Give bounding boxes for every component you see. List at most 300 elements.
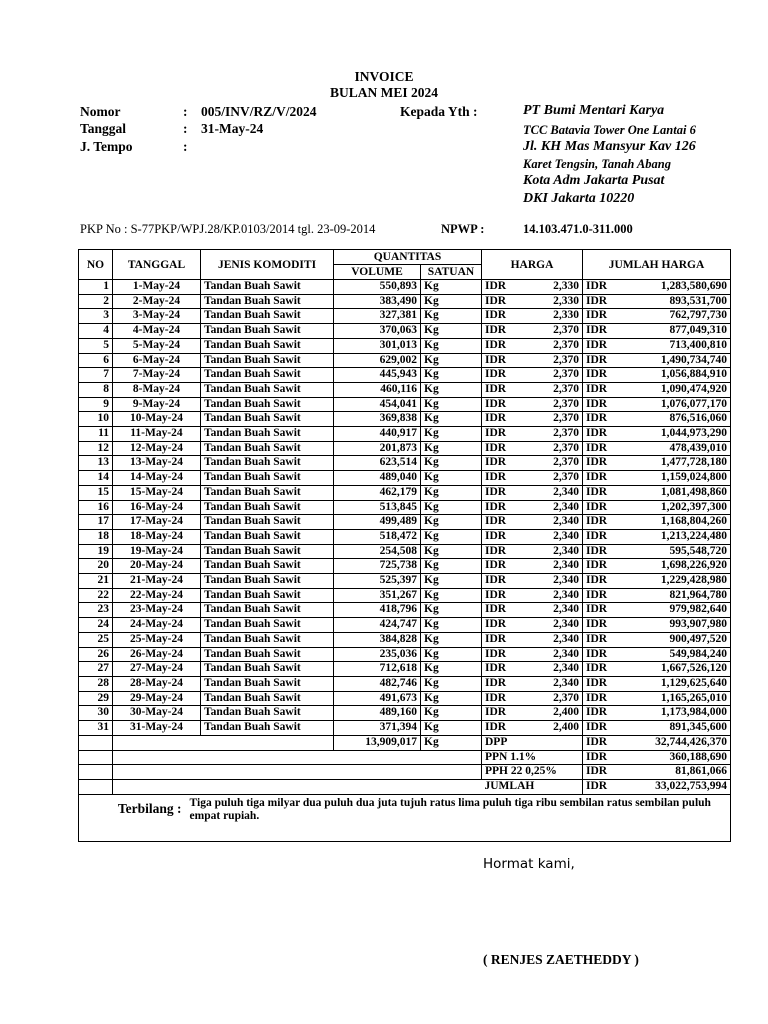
currency: IDR (485, 706, 507, 719)
row-jumlah: 1,129,625,640 (660, 676, 727, 689)
row-no: 13 (79, 456, 113, 471)
row-harga: 2,340 (553, 544, 579, 557)
row-tanggal: 13-May-24 (113, 456, 201, 471)
currency: IDR (485, 515, 507, 528)
row-no: 10 (79, 412, 113, 427)
row-volume: 301,013 (334, 338, 421, 353)
table-row (79, 294, 731, 309)
row-satuan: Kg (421, 412, 482, 427)
terbilang-label: Terbilang : (117, 800, 182, 816)
row-satuan: Kg (421, 721, 482, 736)
row-volume: 499,489 (334, 515, 421, 530)
row-volume: 489,040 (334, 471, 421, 486)
currency: IDR (485, 441, 507, 454)
currency: IDR (586, 309, 608, 322)
row-jenis: Tandan Buah Sawit (201, 324, 334, 339)
header-quantitas: QUANTITAS (334, 250, 482, 265)
row-jumlah: 1,202,397,300 (660, 500, 727, 513)
row-jenis: Tandan Buah Sawit (201, 515, 334, 530)
currency: IDR (485, 485, 507, 498)
row-no: 15 (79, 485, 113, 500)
row-jumlah: 1,213,224,480 (660, 529, 727, 542)
row-tanggal: 6-May-24 (113, 353, 201, 368)
row-tanggal: 22-May-24 (113, 588, 201, 603)
currency: IDR (485, 397, 507, 410)
row-volume: 424,747 (334, 618, 421, 633)
row-jenis: Tandan Buah Sawit (201, 574, 334, 589)
table-row (79, 280, 731, 295)
row-harga: 2,370 (553, 338, 579, 351)
header-no: NO (79, 250, 113, 280)
dpp-value: 32,744,426,370 (655, 735, 727, 748)
table-row (79, 676, 731, 691)
invoice-period: BULAN MEI 2024 (329, 85, 438, 100)
row-jenis: Tandan Buah Sawit (201, 294, 334, 309)
currency: IDR (485, 618, 507, 631)
row-tanggal: 16-May-24 (113, 500, 201, 515)
row-no: 28 (79, 676, 113, 691)
ppn-label: PPN 1.1% (482, 750, 583, 765)
row-jenis: Tandan Buah Sawit (201, 397, 334, 412)
currency: IDR (586, 338, 608, 351)
ppn-value: 360,188,690 (669, 750, 727, 763)
row-volume: 518,472 (334, 529, 421, 544)
row-no: 23 (79, 603, 113, 618)
row-harga: 2,340 (553, 588, 579, 601)
row-jenis: Tandan Buah Sawit (201, 721, 334, 736)
row-satuan: Kg (421, 427, 482, 442)
row-volume: 371,394 (334, 721, 421, 736)
pkp-number: PKP No : S-77PKP/WPJ.28/KP.0103/2014 tgl. 23-09-2014 (80, 222, 376, 236)
table-row (79, 603, 731, 618)
row-no: 1 (79, 280, 113, 295)
row-volume: 351,267 (334, 588, 421, 603)
currency: IDR (485, 471, 507, 484)
tempo-label: J. Tempo (80, 139, 133, 154)
row-jenis: Tandan Buah Sawit (201, 353, 334, 368)
currency: IDR (485, 603, 507, 616)
row-jumlah: 1,056,884,910 (660, 368, 727, 381)
header-satuan: SATUAN (421, 265, 482, 280)
table-row (79, 618, 731, 633)
row-jenis: Tandan Buah Sawit (201, 559, 334, 574)
row-volume: 454,041 (334, 397, 421, 412)
currency: IDR (586, 765, 608, 778)
row-satuan: Kg (421, 544, 482, 559)
row-no: 18 (79, 529, 113, 544)
currency: IDR (586, 603, 608, 616)
row-jumlah: 1,229,428,980 (660, 574, 727, 587)
row-satuan: Kg (421, 618, 482, 633)
table-row (79, 338, 731, 353)
total-satuan: Kg (421, 735, 482, 750)
tanggal-value: 31-May-24 (201, 121, 264, 136)
row-no: 26 (79, 647, 113, 662)
currency: IDR (586, 382, 608, 395)
table-body (79, 280, 731, 736)
table-row (79, 632, 731, 647)
currency: IDR (586, 471, 608, 484)
row-no: 5 (79, 338, 113, 353)
currency: IDR (485, 338, 507, 351)
row-harga: 2,370 (553, 441, 579, 454)
row-tanggal: 2-May-24 (113, 294, 201, 309)
row-volume: 725,738 (334, 559, 421, 574)
row-satuan: Kg (421, 368, 482, 383)
table-row (79, 471, 731, 486)
currency: IDR (586, 397, 608, 410)
row-tanggal: 31-May-24 (113, 721, 201, 736)
row-harga: 2,340 (553, 618, 579, 631)
currency: IDR (485, 676, 507, 689)
row-tanggal: 5-May-24 (113, 338, 201, 353)
row-jumlah: 821,964,780 (669, 588, 727, 601)
row-volume: 712,618 (334, 662, 421, 677)
row-tanggal: 18-May-24 (113, 529, 201, 544)
row-jumlah: 877,049,310 (669, 324, 727, 337)
row-harga: 2,400 (553, 706, 579, 719)
row-satuan: Kg (421, 324, 482, 339)
row-satuan: Kg (421, 471, 482, 486)
currency: IDR (485, 294, 507, 307)
row-volume: 201,873 (334, 441, 421, 456)
row-satuan: Kg (421, 456, 482, 471)
currency: IDR (586, 706, 608, 719)
table-row (79, 309, 731, 324)
row-harga: 2,330 (553, 309, 579, 322)
row-harga: 2,340 (553, 632, 579, 645)
row-jumlah: 1,477,728,180 (660, 456, 727, 469)
row-jumlah: 1,081,498,860 (660, 485, 727, 498)
table-row (79, 544, 731, 559)
currency: IDR (586, 353, 608, 366)
row-harga: 2,340 (553, 529, 579, 542)
npwp-value: 14.103.471.0-311.000 (523, 222, 633, 236)
row-satuan: Kg (421, 662, 482, 677)
row-jumlah: 762,797,730 (669, 309, 727, 322)
row-jenis: Tandan Buah Sawit (201, 309, 334, 324)
row-jumlah: 549,984,240 (669, 647, 727, 660)
table-row (79, 559, 731, 574)
row-no: 2 (79, 294, 113, 309)
row-satuan: Kg (421, 588, 482, 603)
row-volume: 491,673 (334, 691, 421, 706)
row-volume: 462,179 (334, 485, 421, 500)
row-tanggal: 26-May-24 (113, 647, 201, 662)
row-harga: 2,400 (553, 721, 579, 734)
pph-row (79, 765, 731, 780)
invoice-table (78, 249, 731, 842)
table-row (79, 456, 731, 471)
currency: IDR (485, 382, 507, 395)
row-satuan: Kg (421, 632, 482, 647)
row-tanggal: 27-May-24 (113, 662, 201, 677)
currency: IDR (586, 368, 608, 381)
row-jenis: Tandan Buah Sawit (201, 485, 334, 500)
row-tanggal: 7-May-24 (113, 368, 201, 383)
row-satuan: Kg (421, 515, 482, 530)
row-tanggal: 19-May-24 (113, 544, 201, 559)
row-satuan: Kg (421, 706, 482, 721)
pph-value: 81,861,066 (675, 765, 727, 778)
currency: IDR (485, 544, 507, 557)
currency: IDR (485, 662, 507, 675)
row-volume: 623,514 (334, 456, 421, 471)
row-satuan: Kg (421, 691, 482, 706)
header-volume: VOLUME (334, 265, 421, 280)
table-row (79, 515, 731, 530)
tanggal-colon: : (183, 121, 188, 136)
currency: IDR (485, 412, 507, 425)
currency: IDR (586, 574, 608, 587)
table-row (79, 647, 731, 662)
row-volume: 482,746 (334, 676, 421, 691)
table-row (79, 706, 731, 721)
row-tanggal: 12-May-24 (113, 441, 201, 456)
currency: IDR (586, 632, 608, 645)
row-satuan: Kg (421, 280, 482, 295)
row-tanggal: 15-May-24 (113, 485, 201, 500)
row-volume: 235,036 (334, 647, 421, 662)
dpp-label: DPP (482, 735, 583, 750)
row-no: 8 (79, 382, 113, 397)
row-satuan: Kg (421, 603, 482, 618)
row-tanggal: 11-May-24 (113, 427, 201, 442)
row-no: 4 (79, 324, 113, 339)
currency: IDR (485, 721, 507, 734)
row-satuan: Kg (421, 647, 482, 662)
currency: IDR (586, 412, 608, 425)
row-volume: 513,845 (334, 500, 421, 515)
row-satuan: Kg (421, 529, 482, 544)
currency: IDR (485, 559, 507, 572)
row-tanggal: 10-May-24 (113, 412, 201, 427)
row-harga: 2,370 (553, 368, 579, 381)
row-jumlah: 1,076,077,170 (660, 397, 727, 410)
table-row (79, 662, 731, 677)
recipient-name: PT Bumi Mentari Karya (523, 103, 665, 118)
currency: IDR (586, 529, 608, 542)
currency: IDR (485, 588, 507, 601)
row-jumlah: 1,490,734,740 (660, 353, 727, 366)
jumlah-label: JUMLAH (482, 779, 583, 794)
table-row (79, 368, 731, 383)
row-jumlah: 1,044,973,290 (660, 427, 727, 440)
table-row (79, 485, 731, 500)
row-volume: 384,828 (334, 632, 421, 647)
closing: Hormat kami, (483, 856, 575, 872)
recipient-address-3: Karet Tengsin, Tanah Abang (523, 157, 671, 171)
currency: IDR (485, 427, 507, 440)
currency: IDR (485, 691, 507, 704)
row-jenis: Tandan Buah Sawit (201, 471, 334, 486)
recipient-address-1: TCC Batavia Tower One Lantai 6 (523, 123, 696, 137)
row-jumlah: 713,400,810 (669, 338, 727, 351)
row-volume: 550,893 (334, 280, 421, 295)
row-harga: 2,370 (553, 382, 579, 395)
row-harga: 2,340 (553, 662, 579, 675)
row-tanggal: 23-May-24 (113, 603, 201, 618)
currency: IDR (485, 280, 507, 292)
tanggal-label: Tanggal (80, 121, 127, 136)
row-jenis: Tandan Buah Sawit (201, 603, 334, 618)
row-volume: 445,943 (334, 368, 421, 383)
row-harga: 2,340 (553, 515, 579, 528)
row-jenis: Tandan Buah Sawit (201, 500, 334, 515)
row-no: 30 (79, 706, 113, 721)
row-no: 20 (79, 559, 113, 574)
recipient-address-4: Kota Adm Jakarta Pusat (523, 173, 665, 188)
row-no: 27 (79, 662, 113, 677)
row-harga: 2,340 (553, 500, 579, 513)
row-satuan: Kg (421, 574, 482, 589)
row-volume: 254,508 (334, 544, 421, 559)
row-jumlah: 876,516,060 (669, 412, 727, 425)
row-volume: 460,116 (334, 382, 421, 397)
table-row (79, 441, 731, 456)
currency: IDR (485, 309, 507, 322)
row-satuan: Kg (421, 353, 482, 368)
currency: IDR (485, 632, 507, 645)
currency: IDR (586, 544, 608, 557)
table-row (79, 412, 731, 427)
row-jenis: Tandan Buah Sawit (201, 632, 334, 647)
row-jenis: Tandan Buah Sawit (201, 412, 334, 427)
npwp-label: NPWP : (441, 222, 485, 236)
row-satuan: Kg (421, 559, 482, 574)
row-tanggal: 21-May-24 (113, 574, 201, 589)
row-tanggal: 3-May-24 (113, 309, 201, 324)
currency: IDR (485, 368, 507, 381)
row-no: 24 (79, 618, 113, 633)
row-jumlah: 1,159,024,800 (660, 471, 727, 484)
row-jenis: Tandan Buah Sawit (201, 529, 334, 544)
table-row (79, 353, 731, 368)
row-harga: 2,370 (553, 353, 579, 366)
currency: IDR (485, 500, 507, 513)
currency: IDR (485, 456, 507, 469)
currency: IDR (485, 353, 507, 366)
table-row (79, 529, 731, 544)
row-harga: 2,340 (553, 574, 579, 587)
header-harga: HARGA (482, 250, 583, 280)
terbilang-row (79, 794, 731, 841)
pph-label: PPH 22 0,25% (482, 765, 583, 780)
header-tanggal: TANGGAL (113, 250, 201, 280)
row-satuan: Kg (421, 397, 482, 412)
row-tanggal: 4-May-24 (113, 324, 201, 339)
row-jumlah: 1,667,526,120 (660, 662, 727, 675)
row-harga: 2,370 (553, 397, 579, 410)
currency: IDR (586, 324, 608, 337)
currency: IDR (586, 676, 608, 689)
row-harga: 2,340 (553, 485, 579, 498)
row-harga: 2,330 (553, 294, 579, 307)
row-harga: 2,370 (553, 471, 579, 484)
row-jenis: Tandan Buah Sawit (201, 338, 334, 353)
row-harga: 2,370 (553, 324, 579, 337)
row-no: 12 (79, 441, 113, 456)
table-row (79, 324, 731, 339)
row-no: 21 (79, 574, 113, 589)
row-jumlah: 893,531,700 (669, 294, 727, 307)
row-jumlah: 1,168,804,260 (660, 515, 727, 528)
row-tanggal: 17-May-24 (113, 515, 201, 530)
row-jenis: Tandan Buah Sawit (201, 427, 334, 442)
jumlah-value: 33,022,753,994 (655, 779, 727, 792)
currency: IDR (485, 529, 507, 542)
header-jenis: JENIS KOMODITI (201, 250, 334, 280)
row-no: 17 (79, 515, 113, 530)
row-jumlah: 478,439,010 (669, 441, 727, 454)
currency: IDR (586, 441, 608, 454)
row-harga: 2,370 (553, 456, 579, 469)
row-jumlah: 993,907,980 (669, 618, 727, 631)
currency: IDR (586, 485, 608, 498)
currency: IDR (586, 294, 608, 307)
table-row (79, 382, 731, 397)
signatory-name: ( RENJES ZAETHEDDY ) (483, 952, 639, 967)
row-tanggal: 29-May-24 (113, 691, 201, 706)
row-no: 11 (79, 427, 113, 442)
currency: IDR (586, 721, 608, 734)
row-tanggal: 28-May-24 (113, 676, 201, 691)
row-jenis: Tandan Buah Sawit (201, 382, 334, 397)
row-jumlah: 891,345,600 (669, 721, 727, 734)
currency: IDR (586, 735, 608, 748)
row-jumlah: 979,982,640 (669, 603, 727, 616)
recipient-label: Kepada Yth : (400, 104, 478, 119)
nomor-value: 005/INV/RZ/V/2024 (201, 104, 317, 119)
table-totals (79, 735, 731, 841)
row-volume: 327,381 (334, 309, 421, 324)
row-volume: 418,796 (334, 603, 421, 618)
currency: IDR (485, 324, 507, 337)
nomor-colon: : (183, 104, 188, 119)
row-jumlah: 1,173,984,000 (660, 706, 727, 719)
currency: IDR (586, 647, 608, 660)
currency: IDR (586, 280, 608, 292)
row-no: 25 (79, 632, 113, 647)
row-satuan: Kg (421, 441, 482, 456)
row-no: 6 (79, 353, 113, 368)
row-jumlah: 1,283,580,690 (660, 280, 727, 292)
row-tanggal: 14-May-24 (113, 471, 201, 486)
table-row (79, 574, 731, 589)
row-volume: 629,002 (334, 353, 421, 368)
row-no: 29 (79, 691, 113, 706)
row-no: 9 (79, 397, 113, 412)
row-jumlah: 1,698,226,920 (660, 559, 727, 572)
currency: IDR (586, 456, 608, 469)
row-jumlah: 595,548,720 (669, 544, 727, 557)
currency: IDR (586, 750, 608, 763)
row-satuan: Kg (421, 500, 482, 515)
currency: IDR (485, 647, 507, 660)
row-no: 3 (79, 309, 113, 324)
row-tanggal: 30-May-24 (113, 706, 201, 721)
row-satuan: Kg (421, 309, 482, 324)
row-jenis: Tandan Buah Sawit (201, 676, 334, 691)
row-tanggal: 20-May-24 (113, 559, 201, 574)
table-row (79, 691, 731, 706)
row-jumlah: 1,165,265,010 (660, 691, 727, 704)
row-jenis: Tandan Buah Sawit (201, 618, 334, 633)
recipient-address-2: Jl. KH Mas Mansyur Kav 126 (523, 139, 696, 154)
currency: IDR (586, 662, 608, 675)
row-harga: 2,340 (553, 559, 579, 572)
row-jenis: Tandan Buah Sawit (201, 647, 334, 662)
